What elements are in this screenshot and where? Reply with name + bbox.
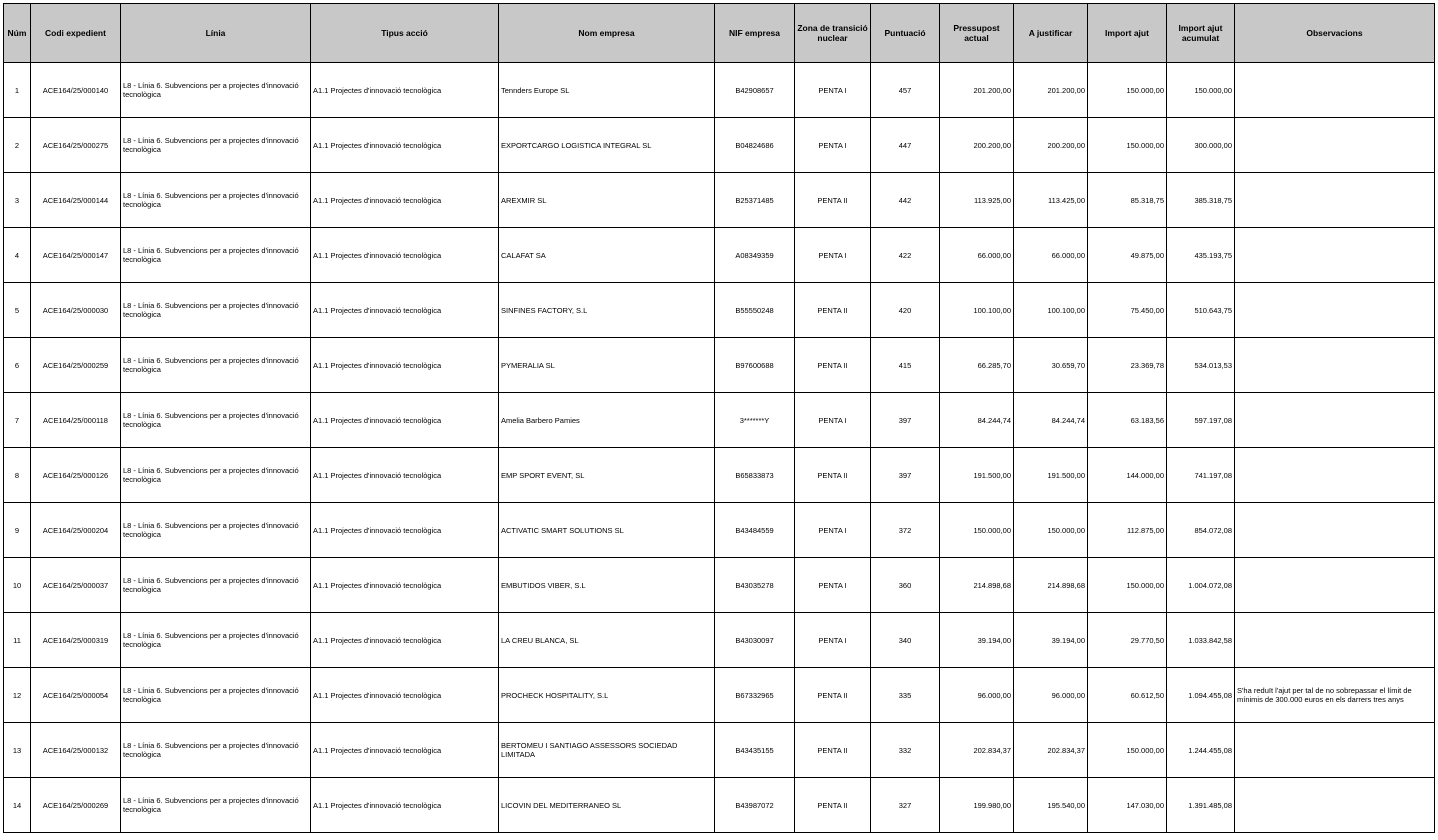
cell-nom-empresa: EMBUTIDOS VIBER, S.L — [499, 558, 715, 613]
cell-tipus-accio: A1.1 Projectes d'innovació tecnològica — [311, 558, 499, 613]
cell-nif-empresa: B43035278 — [715, 558, 795, 613]
cell-codi-expedient: ACE164/25/000259 — [31, 338, 121, 393]
cell-import-ajut: 150.000,00 — [1088, 118, 1167, 173]
cell-nom-empresa: EMP SPORT EVENT, SL — [499, 448, 715, 503]
cell-tipus-accio: A1.1 Projectes d'innovació tecnològica — [311, 778, 499, 833]
cell-nom-empresa: AREXMIR SL — [499, 173, 715, 228]
cell-import-ajut: 150.000,00 — [1088, 723, 1167, 778]
cell-a-justificar: 150.000,00 — [1014, 503, 1088, 558]
cell-nif-empresa: A08349359 — [715, 228, 795, 283]
cell-import-ajut: 29.770,50 — [1088, 613, 1167, 668]
col-header-linia: Línia — [121, 4, 311, 63]
cell-linia: L8 - Línia 6. Subvencions per a projectes d'innovació tecnològica — [121, 448, 311, 503]
cell-observacions — [1235, 393, 1435, 448]
table-row — [4, 558, 1435, 613]
table-row — [4, 173, 1435, 228]
cell-linia: L8 - Línia 6. Subvencions per a projectes d'innovació tecnològica — [121, 558, 311, 613]
cell-a-justificar: 202.834,37 — [1014, 723, 1088, 778]
cell-num: 10 — [4, 558, 31, 613]
cell-nom-empresa: Tennders Europe SL — [499, 63, 715, 118]
cell-pressupost-actual: 214.898,68 — [940, 558, 1014, 613]
cell-tipus-accio: A1.1 Projectes d'innovació tecnològica — [311, 118, 499, 173]
cell-nif-empresa: B43484559 — [715, 503, 795, 558]
cell-tipus-accio: A1.1 Projectes d'innovació tecnològica — [311, 393, 499, 448]
cell-import-ajut: 49.875,00 — [1088, 228, 1167, 283]
cell-codi-expedient: ACE164/25/000144 — [31, 173, 121, 228]
cell-puntuacio: 327 — [871, 778, 940, 833]
cell-num: 9 — [4, 503, 31, 558]
cell-pressupost-actual: 150.000,00 — [940, 503, 1014, 558]
cell-import-ajut-acumulat: 597.197,08 — [1167, 393, 1235, 448]
cell-linia: L8 - Línia 6. Subvencions per a projectes d'innovació tecnològica — [121, 778, 311, 833]
table-row — [4, 283, 1435, 338]
cell-import-ajut-acumulat: 435.193,75 — [1167, 228, 1235, 283]
cell-tipus-accio: A1.1 Projectes d'innovació tecnològica — [311, 283, 499, 338]
table-row — [4, 668, 1435, 723]
cell-tipus-accio: A1.1 Projectes d'innovació tecnològica — [311, 668, 499, 723]
table-row — [4, 613, 1435, 668]
table-row — [4, 63, 1435, 118]
cell-codi-expedient: ACE164/25/000054 — [31, 668, 121, 723]
cell-import-ajut-acumulat: 1.244.455,08 — [1167, 723, 1235, 778]
cell-num: 12 — [4, 668, 31, 723]
cell-a-justificar: 200.200,00 — [1014, 118, 1088, 173]
cell-num: 6 — [4, 338, 31, 393]
cell-puntuacio: 415 — [871, 338, 940, 393]
cell-a-justificar: 195.540,00 — [1014, 778, 1088, 833]
cell-tipus-accio: A1.1 Projectes d'innovació tecnològica — [311, 338, 499, 393]
cell-nif-empresa: B65833873 — [715, 448, 795, 503]
cell-puntuacio: 422 — [871, 228, 940, 283]
cell-nif-empresa: B43987072 — [715, 778, 795, 833]
col-header-import-ajut-acumulat: Import ajut acumulat — [1167, 4, 1235, 63]
table-row — [4, 723, 1435, 778]
table-row — [4, 338, 1435, 393]
cell-puntuacio: 447 — [871, 118, 940, 173]
cell-nom-empresa: EXPORTCARGO LOGISTICA INTEGRAL SL — [499, 118, 715, 173]
cell-pressupost-actual: 201.200,00 — [940, 63, 1014, 118]
cell-observacions — [1235, 503, 1435, 558]
cell-nom-empresa: LICOVIN DEL MEDITERRANEO SL — [499, 778, 715, 833]
cell-nom-empresa: Amelia Barbero Pamies — [499, 393, 715, 448]
cell-observacions — [1235, 448, 1435, 503]
cell-puntuacio: 332 — [871, 723, 940, 778]
cell-observacions — [1235, 173, 1435, 228]
cell-observacions — [1235, 723, 1435, 778]
cell-linia: L8 - Línia 6. Subvencions per a projectes d'innovació tecnològica — [121, 338, 311, 393]
col-header-num: Núm — [4, 4, 31, 63]
cell-import-ajut-acumulat: 150.000,00 — [1167, 63, 1235, 118]
cell-tipus-accio: A1.1 Projectes d'innovació tecnològica — [311, 723, 499, 778]
cell-observacions — [1235, 118, 1435, 173]
cell-import-ajut: 60.612,50 — [1088, 668, 1167, 723]
cell-linia: L8 - Línia 6. Subvencions per a projectes d'innovació tecnològica — [121, 723, 311, 778]
cell-import-ajut: 63.183,56 — [1088, 393, 1167, 448]
cell-linia: L8 - Línia 6. Subvencions per a projectes d'innovació tecnològica — [121, 173, 311, 228]
cell-nif-empresa: B42908657 — [715, 63, 795, 118]
cell-import-ajut-acumulat: 854.072,08 — [1167, 503, 1235, 558]
cell-import-ajut-acumulat: 1.094.455,08 — [1167, 668, 1235, 723]
cell-a-justificar: 39.194,00 — [1014, 613, 1088, 668]
cell-codi-expedient: ACE164/25/000269 — [31, 778, 121, 833]
cell-zona-transicio: PENTA I — [795, 503, 871, 558]
cell-codi-expedient: ACE164/25/000126 — [31, 448, 121, 503]
cell-nom-empresa: LA CREU BLANCA, SL — [499, 613, 715, 668]
cell-linia: L8 - Línia 6. Subvencions per a projectes d'innovació tecnològica — [121, 503, 311, 558]
cell-codi-expedient: ACE164/25/000275 — [31, 118, 121, 173]
cell-nom-empresa: PROCHECK HOSPITALITY, S.L — [499, 668, 715, 723]
cell-a-justificar: 113.425,00 — [1014, 173, 1088, 228]
cell-zona-transicio: PENTA II — [795, 448, 871, 503]
col-header-observacions: Observacions — [1235, 4, 1435, 63]
cell-pressupost-actual: 113.925,00 — [940, 173, 1014, 228]
cell-codi-expedient: ACE164/25/000132 — [31, 723, 121, 778]
cell-zona-transicio: PENTA II — [795, 668, 871, 723]
cell-linia: L8 - Línia 6. Subvencions per a projectes d'innovació tecnològica — [121, 63, 311, 118]
cell-nom-empresa: PYMERALIA SL — [499, 338, 715, 393]
cell-pressupost-actual: 96.000,00 — [940, 668, 1014, 723]
cell-puntuacio: 360 — [871, 558, 940, 613]
cell-tipus-accio: A1.1 Projectes d'innovació tecnològica — [311, 173, 499, 228]
col-header-puntuacio: Puntuació — [871, 4, 940, 63]
col-header-nif-empresa: NIF empresa — [715, 4, 795, 63]
cell-zona-transicio: PENTA I — [795, 558, 871, 613]
cell-nom-empresa: BERTOMEU I SANTIAGO ASSESSORS SOCIEDAD LIMITADA — [499, 723, 715, 778]
cell-a-justificar: 191.500,00 — [1014, 448, 1088, 503]
cell-puntuacio: 340 — [871, 613, 940, 668]
col-header-zona-transicio: Zona de transició nuclear — [795, 4, 871, 63]
cell-linia: L8 - Línia 6. Subvencions per a projectes d'innovació tecnològica — [121, 393, 311, 448]
cell-puntuacio: 397 — [871, 448, 940, 503]
cell-pressupost-actual: 84.244,74 — [940, 393, 1014, 448]
cell-tipus-accio: A1.1 Projectes d'innovació tecnològica — [311, 613, 499, 668]
cell-zona-transicio: PENTA II — [795, 778, 871, 833]
cell-codi-expedient: ACE164/25/000204 — [31, 503, 121, 558]
cell-pressupost-actual: 39.194,00 — [940, 613, 1014, 668]
cell-import-ajut-acumulat: 1.033.842,58 — [1167, 613, 1235, 668]
cell-import-ajut-acumulat: 510.643,75 — [1167, 283, 1235, 338]
cell-nom-empresa: ACTIVATIC SMART SOLUTIONS SL — [499, 503, 715, 558]
cell-a-justificar: 84.244,74 — [1014, 393, 1088, 448]
cell-nif-empresa: 3*******Y — [715, 393, 795, 448]
cell-puntuacio: 420 — [871, 283, 940, 338]
cell-num: 8 — [4, 448, 31, 503]
cell-pressupost-actual: 66.285,70 — [940, 338, 1014, 393]
cell-nif-empresa: B25371485 — [715, 173, 795, 228]
cell-num: 14 — [4, 778, 31, 833]
cell-linia: L8 - Línia 6. Subvencions per a projectes d'innovació tecnològica — [121, 118, 311, 173]
cell-num: 5 — [4, 283, 31, 338]
cell-a-justificar: 30.659,70 — [1014, 338, 1088, 393]
col-header-import-ajut: Import ajut — [1088, 4, 1167, 63]
table-row — [4, 448, 1435, 503]
cell-import-ajut-acumulat: 534.013,53 — [1167, 338, 1235, 393]
cell-nif-empresa: B55550248 — [715, 283, 795, 338]
cell-linia: L8 - Línia 6. Subvencions per a projectes d'innovació tecnològica — [121, 283, 311, 338]
cell-nif-empresa: B43435155 — [715, 723, 795, 778]
cell-zona-transicio: PENTA I — [795, 118, 871, 173]
table-row — [4, 393, 1435, 448]
cell-pressupost-actual: 199.980,00 — [940, 778, 1014, 833]
cell-codi-expedient: ACE164/25/000030 — [31, 283, 121, 338]
cell-pressupost-actual: 100.100,00 — [940, 283, 1014, 338]
cell-pressupost-actual: 191.500,00 — [940, 448, 1014, 503]
cell-a-justificar: 214.898,68 — [1014, 558, 1088, 613]
cell-linia: L8 - Línia 6. Subvencions per a projectes d'innovació tecnològica — [121, 668, 311, 723]
cell-nif-empresa: B43030097 — [715, 613, 795, 668]
cell-nif-empresa: B97600688 — [715, 338, 795, 393]
cell-nom-empresa: SINFINES FACTORY, S.L — [499, 283, 715, 338]
cell-import-ajut: 75.450,00 — [1088, 283, 1167, 338]
cell-observacions — [1235, 63, 1435, 118]
cell-puntuacio: 457 — [871, 63, 940, 118]
header-row — [4, 4, 1435, 63]
cell-import-ajut-acumulat: 1.004.072,08 — [1167, 558, 1235, 613]
cell-tipus-accio: A1.1 Projectes d'innovació tecnològica — [311, 503, 499, 558]
cell-zona-transicio: PENTA I — [795, 393, 871, 448]
cell-codi-expedient: ACE164/25/000037 — [31, 558, 121, 613]
table-body — [4, 63, 1435, 833]
cell-observacions — [1235, 338, 1435, 393]
cell-num: 4 — [4, 228, 31, 283]
cell-zona-transicio: PENTA II — [795, 283, 871, 338]
cell-zona-transicio: PENTA I — [795, 613, 871, 668]
cell-zona-transicio: PENTA I — [795, 228, 871, 283]
cell-codi-expedient: ACE164/25/000118 — [31, 393, 121, 448]
cell-puntuacio: 442 — [871, 173, 940, 228]
cell-a-justificar: 201.200,00 — [1014, 63, 1088, 118]
cell-num: 3 — [4, 173, 31, 228]
cell-import-ajut-acumulat: 300.000,00 — [1167, 118, 1235, 173]
cell-import-ajut: 112.875,00 — [1088, 503, 1167, 558]
cell-import-ajut: 144.000,00 — [1088, 448, 1167, 503]
col-header-a-justificar: A justificar — [1014, 4, 1088, 63]
cell-puntuacio: 397 — [871, 393, 940, 448]
cell-a-justificar: 66.000,00 — [1014, 228, 1088, 283]
grants-sheet — [3, 3, 1435, 833]
cell-import-ajut-acumulat: 385.318,75 — [1167, 173, 1235, 228]
cell-observacions — [1235, 778, 1435, 833]
table-row — [4, 228, 1435, 283]
cell-pressupost-actual: 202.834,37 — [940, 723, 1014, 778]
table-row — [4, 503, 1435, 558]
cell-a-justificar: 96.000,00 — [1014, 668, 1088, 723]
col-header-codi-expedient: Codi expedient — [31, 4, 121, 63]
cell-import-ajut: 150.000,00 — [1088, 558, 1167, 613]
cell-zona-transicio: PENTA II — [795, 723, 871, 778]
cell-tipus-accio: A1.1 Projectes d'innovació tecnològica — [311, 448, 499, 503]
cell-zona-transicio: PENTA II — [795, 338, 871, 393]
col-header-pressupost-actual: Pressupost actual — [940, 4, 1014, 63]
cell-codi-expedient: ACE164/25/000147 — [31, 228, 121, 283]
cell-puntuacio: 372 — [871, 503, 940, 558]
cell-tipus-accio: A1.1 Projectes d'innovació tecnològica — [311, 63, 499, 118]
cell-pressupost-actual: 66.000,00 — [940, 228, 1014, 283]
cell-observacions: S'ha reduït l'ajut per tal de no sobrepassar el límit de mínimis de 300.000 euros en els darrers tres anys — [1235, 668, 1435, 723]
cell-pressupost-actual: 200.200,00 — [940, 118, 1014, 173]
cell-a-justificar: 100.100,00 — [1014, 283, 1088, 338]
cell-nom-empresa: CALAFAT SA — [499, 228, 715, 283]
cell-codi-expedient: ACE164/25/000319 — [31, 613, 121, 668]
cell-nif-empresa: B67332965 — [715, 668, 795, 723]
cell-num: 13 — [4, 723, 31, 778]
cell-import-ajut-acumulat: 741.197,08 — [1167, 448, 1235, 503]
cell-linia: L8 - Línia 6. Subvencions per a projectes d'innovació tecnològica — [121, 228, 311, 283]
cell-nif-empresa: B04824686 — [715, 118, 795, 173]
cell-num: 2 — [4, 118, 31, 173]
cell-import-ajut: 85.318,75 — [1088, 173, 1167, 228]
cell-import-ajut-acumulat: 1.391.485,08 — [1167, 778, 1235, 833]
cell-num: 11 — [4, 613, 31, 668]
cell-zona-transicio: PENTA II — [795, 173, 871, 228]
cell-observacions — [1235, 613, 1435, 668]
table-row — [4, 118, 1435, 173]
cell-codi-expedient: ACE164/25/000140 — [31, 63, 121, 118]
cell-zona-transicio: PENTA I — [795, 63, 871, 118]
cell-import-ajut: 23.369,78 — [1088, 338, 1167, 393]
cell-num: 7 — [4, 393, 31, 448]
cell-import-ajut: 150.000,00 — [1088, 63, 1167, 118]
col-header-tipus-accio: Tipus acció — [311, 4, 499, 63]
cell-observacions — [1235, 228, 1435, 283]
cell-tipus-accio: A1.1 Projectes d'innovació tecnològica — [311, 228, 499, 283]
table-row — [4, 778, 1435, 833]
cell-observacions — [1235, 283, 1435, 338]
cell-observacions — [1235, 558, 1435, 613]
col-header-nom-empresa: Nom empresa — [499, 4, 715, 63]
cell-num: 1 — [4, 63, 31, 118]
grants-table — [3, 3, 1435, 833]
cell-puntuacio: 335 — [871, 668, 940, 723]
cell-linia: L8 - Línia 6. Subvencions per a projectes d'innovació tecnològica — [121, 613, 311, 668]
cell-import-ajut: 147.030,00 — [1088, 778, 1167, 833]
